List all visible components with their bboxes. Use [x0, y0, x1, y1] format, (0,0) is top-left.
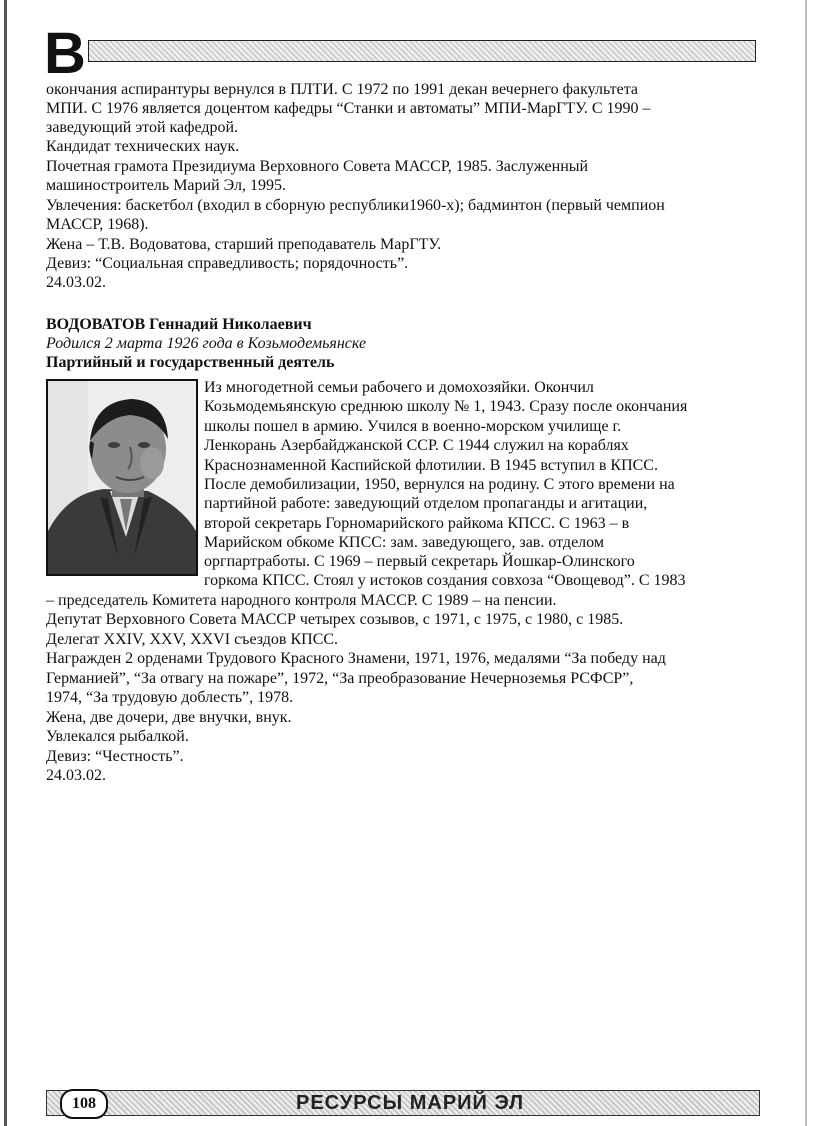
page-number: 108 [60, 1089, 108, 1119]
prev-entry-line: заведующий этой кафедрой. [46, 119, 239, 136]
entry-wrapped-line: После демобилизации, 1950, вернулся на родину. С этого времени на [204, 476, 675, 493]
entry-wrapped-line: второй секретарь Горномарийского райкома КПСС. С 1963 – в [204, 515, 630, 532]
footer-title: РЕСУРСЫ МАРИЙ ЭЛ [296, 1092, 524, 1114]
portrait-illustration [48, 381, 196, 574]
entry-line: 1974, “За трудовую доблесть”, 1978. [46, 689, 294, 706]
prev-entry-line: МПИ. С 1976 является доцентом кафедры “Станки и автоматы” МПИ-МарГТУ. С 1990 – [46, 100, 651, 117]
entry-name: ВОДОВАТОВ Геннадий Николаевич [46, 316, 312, 333]
entry-wrapped-line: Козьмодемьянскую среднюю школу № 1, 1943. Сразу после окончания [204, 398, 688, 415]
page-spine-shadow [4, 0, 7, 1126]
entry-wrapped-line: Краснознаменной Каспийской флотилии. В 1945 вступил в КПСС. [204, 457, 658, 474]
portrait-photo [46, 379, 198, 576]
entry-line: Депутат Верховного Совета МАССР четырех созывов, с 1971, с 1975, с 1980, с 1985. [46, 611, 624, 628]
entry-line: Жена, две дочери, две внучки, внук. [46, 709, 292, 726]
prev-entry-line: Кандидат технических наук. [46, 138, 240, 155]
prev-entry-line: окончания аспирантуры вернулся в ПЛТИ. С 1972 по 1991 декан вечернего факультета [46, 81, 639, 98]
page-edge-shadow [805, 0, 807, 1126]
entry-wrapped-line: Марийском обкоме КПСС: зам. заведующего, зав. отделом [204, 534, 604, 551]
entry-wrapped-line: школы пошел в армию. Учился в военно-морском училище г. [204, 418, 622, 435]
entry-line: Делегат XXIV, XXV, XXVI съездов КПСС. [46, 631, 339, 648]
entry-wrapped-line: Из многодетной семьи рабочего и домохозяйки. Окончил [204, 379, 594, 396]
entry-line: Награжден 2 орденами Трудового Красного Знамени, 1971, 1976, медалями “За победу над [46, 650, 666, 667]
entry-wrapped-line: Ленкорань Азербайджанской ССР. С 1944 служил на кораблях [204, 437, 629, 454]
section-letter: В [44, 21, 86, 86]
entry-wrapped-line: оргпартработы. С 1969 – первый секретарь Йошкар-Олинского [204, 553, 635, 570]
entry-line: 24.03.02. [46, 767, 106, 784]
prev-entry-line: МАССР, 1968). [46, 216, 149, 233]
entry-role: Партийный и государственный деятель [46, 354, 335, 371]
header-bar [88, 40, 756, 62]
entry-line: Увлекался рыбалкой. [46, 728, 189, 745]
entry-line: Девиз: “Честность”. [46, 748, 184, 765]
prev-entry-line: 24.03.02. [46, 274, 106, 291]
prev-entry-line: Девиз: “Социальная справедливость; порядочность”. [46, 255, 409, 272]
prev-entry-line: Почетная грамота Президиума Верховного Совета МАССР, 1985. Заслуженный [46, 158, 589, 175]
prev-entry-line: Увлечения: баскетбол (входил в сборную республики1960-х); бадминтон (первый чемпион [46, 197, 665, 214]
entry-line: Германией”, “За отвагу на пожаре”, 1972, “За преобразование Нечерноземья РСФСР”, [46, 670, 634, 687]
prev-entry-line: Жена – Т.В. Водоватова, старший преподаватель МарГТУ. [46, 236, 442, 253]
entry-wrapped-line: горкома КПСС. Стоял у истоков создания совхоза “Овощевод”. С 1983 [204, 572, 686, 589]
entry-birth: Родился 2 марта 1926 года в Козьмодемьянске [46, 335, 367, 352]
entry-line: – председатель Комитета народного контроля МАССР. С 1989 – на пенсии. [46, 592, 557, 609]
prev-entry-line: машиностроитель Марий Эл, 1995. [46, 177, 286, 194]
entry-wrapped-line: партийной работе: заведующий отделом пропаганды и агитации, [204, 495, 648, 512]
